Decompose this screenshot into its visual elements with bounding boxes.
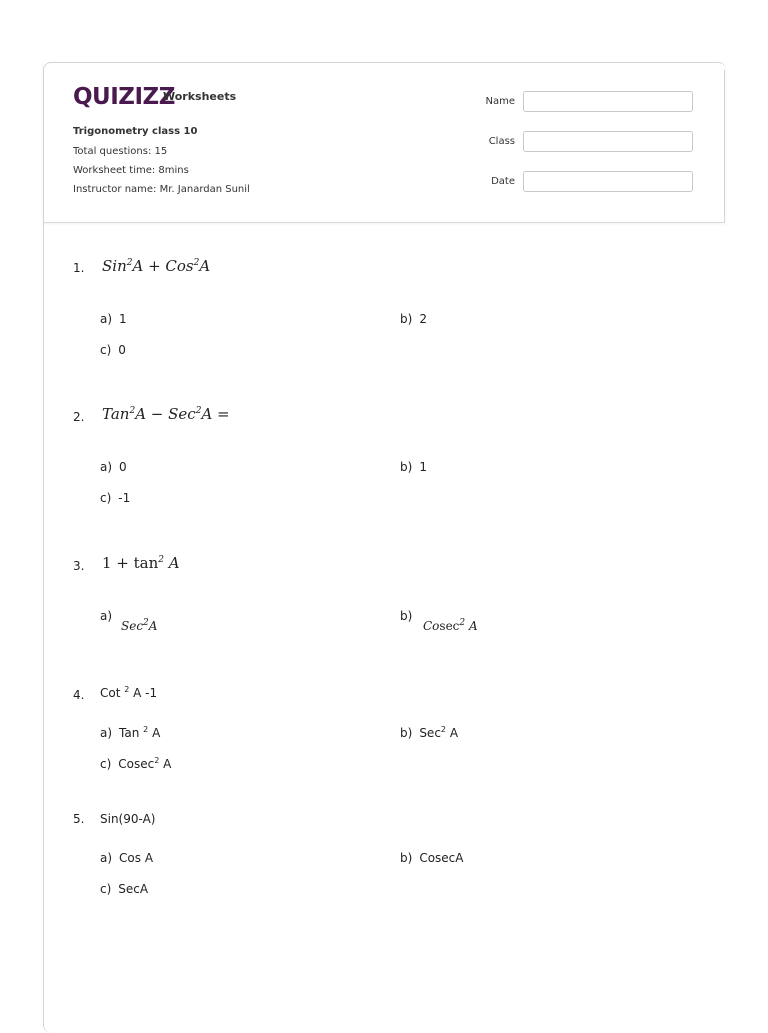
class-field[interactable]: [523, 131, 693, 152]
total-questions: Total questions: 15: [73, 146, 168, 157]
question-text: Sin$^2$A + Cos$^2$A: [102, 257, 211, 275]
question-text: Sin(90-A): [100, 812, 156, 826]
question-number: 2.: [73, 410, 85, 424]
option-a[interactable]: a) 1: [100, 312, 127, 326]
option-c[interactable]: c) Cosec$^2$ A: [100, 756, 172, 771]
option-a[interactable]: a): [100, 609, 113, 623]
question-number: 1.: [73, 261, 85, 275]
date-field[interactable]: [523, 171, 693, 192]
option-b[interactable]: b) CosecA: [400, 851, 464, 865]
option-a[interactable]: a) 0: [100, 460, 127, 474]
option-a-math: Sec$^2$A: [121, 618, 158, 633]
question-text: Cot $^2$ A -1: [100, 685, 158, 700]
option-b[interactable]: b) Sec$^2$ A: [400, 725, 459, 740]
logo-text: QUIZIZZ: [73, 84, 175, 110]
quizizz-logo: [73, 84, 175, 110]
option-b[interactable]: b) 2: [400, 312, 427, 326]
worksheet-time: Worksheet time: 8mins: [73, 165, 189, 176]
question-text: Tan$^2$A − Sec$^2$A =: [102, 405, 230, 423]
option-b-math: Cosec$^2$ A: [423, 618, 478, 633]
option-c[interactable]: c) -1: [100, 491, 131, 505]
instructor-name: Instructor name: Mr. Janardan Sunil: [73, 184, 250, 195]
option-c[interactable]: c) SecA: [100, 882, 149, 896]
name-field[interactable]: [523, 91, 693, 112]
name-label: Name: [485, 96, 515, 107]
option-c[interactable]: c) 0: [100, 343, 126, 357]
question-number: 3.: [73, 559, 85, 573]
question-number: 4.: [73, 688, 85, 702]
worksheet-title: Trigonometry class 10: [73, 126, 198, 137]
logo-subtitle: Worksheets: [163, 90, 237, 103]
date-label: Date: [491, 176, 515, 187]
question-text: $1 + \tan^2 A$: [102, 554, 180, 572]
question-number: 5.: [73, 812, 85, 826]
option-b[interactable]: b): [400, 609, 413, 623]
option-a[interactable]: a) Cos A: [100, 851, 154, 865]
option-a[interactable]: a) Tan $^2$ A: [100, 725, 161, 740]
option-b[interactable]: b) 1: [400, 460, 427, 474]
class-label: Class: [488, 136, 515, 147]
